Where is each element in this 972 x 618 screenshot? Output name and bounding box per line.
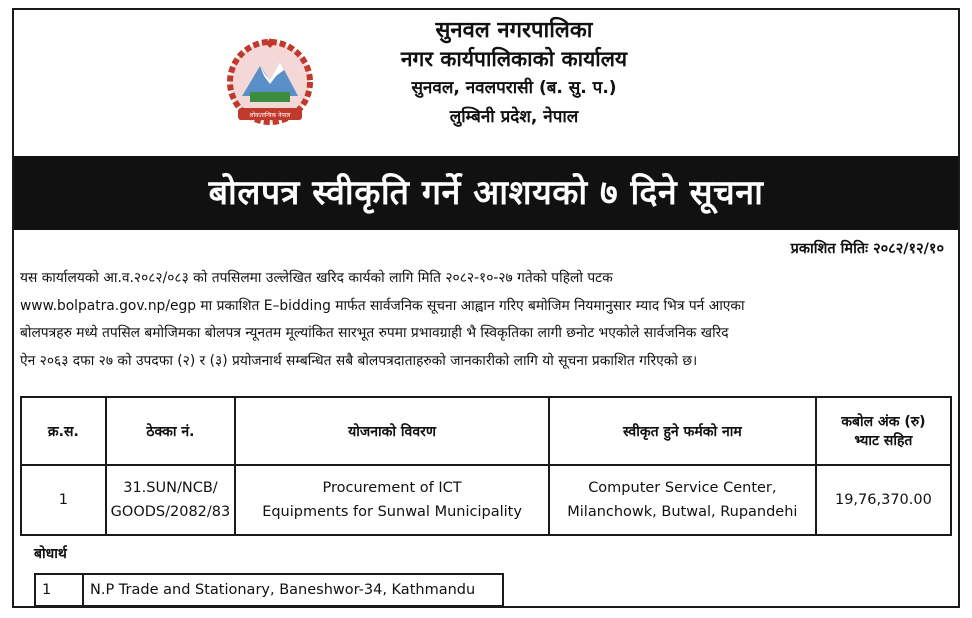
province-country: लुम्बिनी प्रदेश, नेपाल — [449, 107, 579, 127]
firm-line2: Milanchowk, Butwal, Rupandehi — [567, 504, 798, 520]
table-row — [21, 465, 951, 535]
paragraph-line-1: यस कार्यालयको आ.व.२०८२/०८३ को तपसिलमा उल्लेखित खरिद कार्यको लागि मिति २०८२-१०-२७ गतेको पहिलो पटक — [20, 270, 613, 286]
header-sn: क्र.स. — [21, 397, 106, 465]
table-header-row — [21, 397, 951, 465]
cc-table — [34, 573, 504, 607]
cell-contract-no — [106, 465, 236, 535]
notice-title-banner: बोलपत्र स्वीकृति गर्ने आशयको ७ दिने सूचना — [14, 156, 958, 230]
firm-line1: Computer Service Center, — [588, 480, 777, 496]
header-amount-line1: कबोल अंक (रु) — [841, 414, 926, 430]
cell-firm-name — [549, 465, 816, 535]
cell-amount: 19,76,370.00 — [816, 465, 951, 535]
contract-line1: 31.SUN/NCB/ — [123, 480, 218, 496]
office-address: सुनवल, नवलपरासी (ब. सु. प.) — [411, 78, 617, 98]
cell-sn: 1 — [21, 465, 106, 535]
published-date: प्रकाशित मितिः २०८२/१२/१० — [790, 241, 944, 257]
desc-line2: Equipments for Sunwal Municipality — [262, 504, 522, 520]
award-table — [20, 396, 952, 536]
header-contract-no: ठेक्का नं. — [106, 397, 236, 465]
paragraph-line-2: www.bolpatra.gov.np/egp मा प्रकाशित E–bidding मार्फत सार्वजनिक सूचना आह्वान गरिए बमोजिम नियमानुसार म्याद भित्र पर्न आएका — [20, 297, 745, 314]
office-name: नगर कार्यपालिकाको कार्यालय — [400, 47, 628, 71]
notice-paragraph — [20, 265, 952, 375]
municipality-name: सुनवल नगरपालिका — [435, 18, 593, 43]
office-header — [14, 10, 958, 154]
bodhartha-label: बोधार्थ — [34, 546, 67, 562]
cc-name: N.P Trade and Stationary, Baneshwor-34, Kathmandu — [83, 574, 503, 606]
notice-frame — [12, 8, 960, 608]
contract-line2: GOODS/2082/83 — [110, 504, 231, 520]
header-amount — [816, 397, 951, 465]
emblem-text: लोकतान्त्रिक नेपाल — [249, 112, 291, 119]
header-amount-line2: भ्याट सहित — [854, 433, 913, 449]
desc-line1: Procurement of ICT — [322, 480, 462, 496]
cell-project-desc — [235, 465, 549, 535]
header-project-desc: योजनाको विवरण — [235, 397, 549, 465]
cc-row — [35, 574, 503, 606]
government-emblem-logo — [220, 36, 320, 128]
cc-sn: 1 — [35, 574, 83, 606]
paragraph-line-3: बोलपत्रहरु मध्ये तपसिल बमोजिमका बोलपत्र न्यूनतम मूल्यांकित सारभूत रुपमा प्रभावग्राही भै स्विकृतिका लागी छनोट भएकोले सार्वजनिक खरिद — [20, 325, 729, 341]
paragraph-line-4: ऐन २०६३ दफा २७ को उपदफा (२) र (३) प्रयोजनार्थ सम्बन्धित सबै बोलपत्रदाताहरुको जानकारीको लागि यो सूचना प्रकाशित गरिएको छ। — [20, 352, 698, 369]
header-firm-name: स्वीकृत हुने फर्मको नाम — [549, 397, 816, 465]
